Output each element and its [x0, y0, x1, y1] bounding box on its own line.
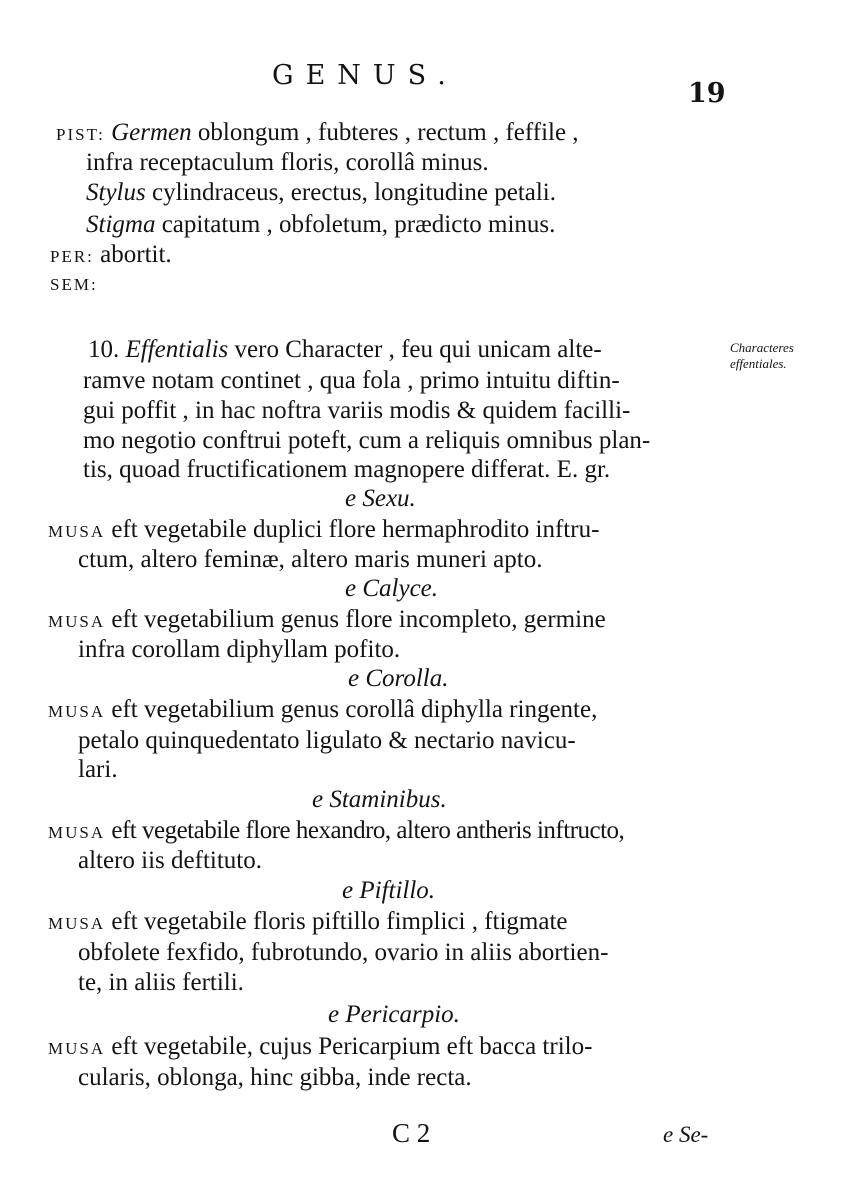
- section-heading-pericarpio: e Pericarpio.: [328, 1001, 460, 1028]
- section-heading-calyce: e Calyce.: [345, 575, 439, 602]
- section-pistillo-line-3: te, in aliis fertili.: [78, 969, 244, 996]
- section-pistillo-line-1: [48, 907, 568, 939]
- section-text: eft vegetabile floris piftillo fimplici , ftigmate: [111, 908, 568, 935]
- musa-label: MUSA: [48, 1039, 106, 1058]
- germen-term: Germen: [111, 119, 192, 146]
- section-text: eft vegetabile flore hexandro, altero antheris inftructo,: [111, 817, 625, 844]
- section-text: eft vegetabile, cujus Pericarpium eft bacca trilo-: [111, 1033, 593, 1060]
- sem-line: [50, 268, 98, 300]
- pist-line-1-text: oblongum , fubteres , rectum , feffile ,: [191, 119, 579, 146]
- catchword: e Se-: [663, 1122, 709, 1147]
- section-heading-corolla: e Corolla.: [348, 665, 449, 692]
- section-pericarpio-line-2: cularis, oblonga, hinc gibba, inde recta.: [78, 1064, 472, 1091]
- running-head: GENUS.: [272, 60, 458, 91]
- essentialis-term: Effentialis: [125, 336, 229, 363]
- musa-label: MUSA: [48, 914, 106, 933]
- section-heading-pistillo: e Piftillo.: [342, 877, 436, 904]
- stigma-text: capitatum , obfoletum, prædicto minus.: [155, 211, 556, 238]
- section-text: eft vegetabilium genus corollâ diphylla ringente,: [111, 696, 598, 723]
- stigma-line: [86, 210, 555, 240]
- page-number: 19: [688, 78, 726, 109]
- section-pericarpio-line-1: [48, 1032, 592, 1064]
- pist-label: PIST:: [56, 125, 105, 144]
- per-text: abortit.: [93, 241, 172, 268]
- section-corolla-line-3: lari.: [78, 756, 118, 783]
- margin-note: Characteres effentiales.: [730, 340, 794, 371]
- section-sexu-line-2: ctum, altero feminæ, altero maris muneri apto.: [78, 546, 543, 573]
- musa-label: MUSA: [48, 612, 106, 631]
- section-staminibus-line-2: altero iis deftituto.: [78, 847, 262, 874]
- section-pistillo-line-2: obfolete fexfido, fubrotundo, ovario in aliis abortien-: [78, 939, 609, 966]
- stylus-term: Stylus: [86, 179, 146, 206]
- signature-mark: C 2: [392, 1118, 431, 1148]
- para10-line-2: ramve notam continet , qua fola , primo intuitu diftin-: [83, 367, 620, 394]
- musa-label: MUSA: [48, 823, 106, 842]
- section-corolla-line-1: [48, 695, 597, 727]
- sem-label: SEM:: [50, 275, 98, 294]
- section-calyce-line-1: [48, 605, 606, 637]
- para10-number: 10.: [88, 336, 120, 363]
- pist-line-1: [56, 118, 579, 150]
- section-text: eft vegetabile duplici flore hermaphrodito inftru-: [111, 516, 600, 543]
- per-label: PER:: [50, 247, 94, 266]
- section-calyce-line-2: infra corollam diphyllam pofito.: [78, 636, 401, 663]
- section-heading-sexu: e Sexu.: [345, 485, 416, 512]
- section-corolla-line-2: petalo quinquedentato ligulato & nectario navicu-: [78, 727, 576, 754]
- stylus-line: [86, 178, 556, 208]
- section-sexu-line-1: [48, 515, 599, 547]
- section-heading-staminibus: e Staminibus.: [312, 786, 447, 813]
- para10-line-1: [88, 335, 602, 365]
- para10-line-4: mo negotio conftrui poteft, cum a reliquis omnibus plan-: [83, 427, 651, 454]
- pist-line-2: infra receptaculum floris, corollâ minus.: [86, 149, 489, 176]
- stigma-term: Stigma: [86, 211, 156, 238]
- stylus-text: cylindraceus, erectus, longitudine petali.: [145, 179, 556, 206]
- section-staminibus-line-1: [48, 816, 624, 848]
- musa-label: MUSA: [48, 522, 106, 541]
- para10-line-3: gui poffit , in hac noftra variis modis & quidem facilli-: [83, 397, 631, 424]
- section-text: eft vegetabilium genus flore incompleto, germine: [111, 606, 606, 633]
- musa-label: MUSA: [48, 702, 106, 721]
- para10-line-5: tis, quoad fructificationem magnopere differat. E. gr.: [83, 456, 611, 483]
- para10-line-1-text: vero Character , feu qui unicam alte-: [228, 336, 602, 363]
